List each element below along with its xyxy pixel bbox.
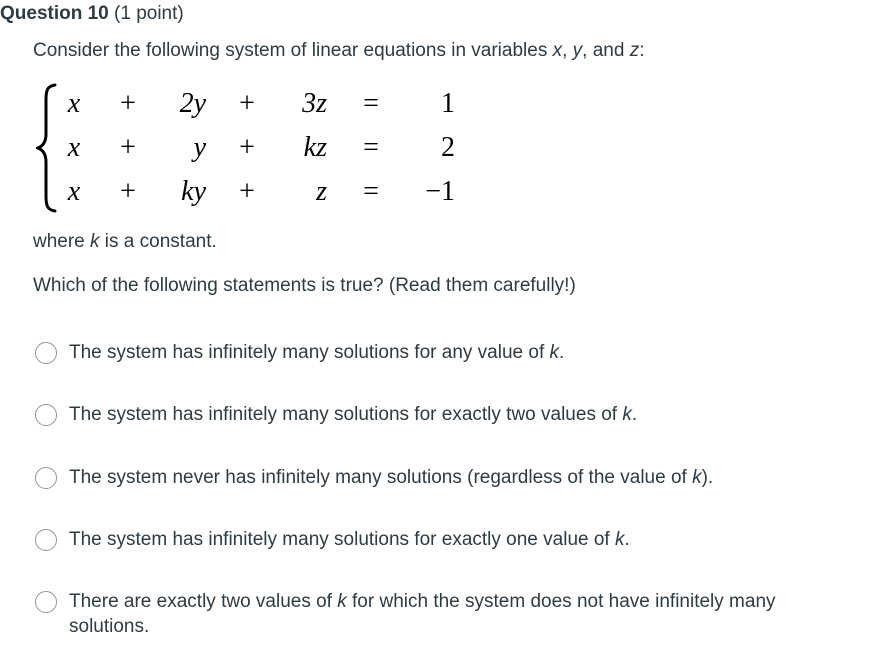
answer-label[interactable]: The system never has infinitely many solutions (regardless of the value of k). bbox=[69, 467, 714, 488]
equation-system bbox=[36, 82, 476, 214]
constant-note bbox=[33, 229, 217, 255]
question-points: (1 point) bbox=[114, 3, 184, 24]
eq-operator: + bbox=[120, 176, 136, 207]
eq-rhs: 1 bbox=[441, 88, 455, 119]
eq-term: 2y bbox=[179, 88, 206, 119]
prompt-sep-2: , and bbox=[582, 40, 630, 61]
eq-operator: + bbox=[120, 88, 136, 119]
eq-rhs: −1 bbox=[425, 176, 455, 207]
eq-operator: + bbox=[120, 132, 136, 163]
question-name: Question 10 bbox=[0, 3, 109, 24]
eq-equals: = bbox=[363, 88, 379, 119]
prompt-var-y: y bbox=[572, 40, 583, 61]
eq-term: kz bbox=[303, 132, 327, 163]
prompt-var-x: x bbox=[552, 40, 563, 61]
radio-button[interactable] bbox=[35, 591, 57, 613]
constant-note-text: where bbox=[33, 231, 91, 252]
prompt-sep-1: , bbox=[562, 40, 573, 61]
eq-operator: + bbox=[239, 132, 255, 163]
answer-label[interactable]: The system has infinitely many solutions for any value of k. bbox=[69, 342, 565, 363]
radio-button[interactable] bbox=[35, 529, 57, 551]
answer-label[interactable]: There are exactly two values of k for which the system does not have infinitely many solutions. bbox=[69, 591, 776, 637]
prompt-text: Consider the following system of linear equations in variables bbox=[33, 40, 553, 61]
eq-term: ky bbox=[181, 176, 206, 207]
eq-term: z bbox=[316, 176, 327, 207]
radio-button[interactable] bbox=[35, 342, 57, 364]
eq-term: x bbox=[67, 132, 81, 163]
answer-option-3[interactable] bbox=[35, 467, 825, 493]
eq-operator: + bbox=[239, 88, 255, 119]
answer-label[interactable]: The system has infinitely many solutions for exactly one value of k. bbox=[69, 529, 630, 550]
prompt-var-z: z bbox=[629, 40, 640, 61]
eq-term: x bbox=[67, 88, 81, 119]
radio-button[interactable] bbox=[35, 404, 57, 426]
question-header bbox=[0, 0, 878, 28]
left-brace bbox=[36, 82, 58, 214]
prompt-end: : bbox=[639, 40, 645, 61]
eq-term: y bbox=[193, 132, 206, 163]
eq-equals: = bbox=[363, 176, 379, 207]
answer-option-5[interactable] bbox=[35, 591, 825, 643]
constant-note-var-k: k bbox=[90, 231, 100, 252]
answer-option-1[interactable] bbox=[35, 342, 825, 368]
question-prompt bbox=[33, 38, 645, 64]
eq-term: 3z bbox=[302, 88, 327, 119]
answer-label[interactable]: The system has infinitely many solutions for exactly two values of k. bbox=[69, 404, 638, 425]
eq-term: x bbox=[67, 176, 81, 207]
answer-option-4[interactable] bbox=[35, 529, 825, 555]
constant-note-text-end: is a constant. bbox=[99, 231, 217, 252]
question-ask: Which of the following statements is true? (Read them carefully!) bbox=[33, 275, 576, 296]
eq-operator: + bbox=[239, 176, 255, 207]
radio-button[interactable] bbox=[35, 467, 57, 489]
eq-equals: = bbox=[363, 132, 379, 163]
answer-option-2[interactable] bbox=[35, 404, 825, 430]
eq-rhs: 2 bbox=[441, 132, 455, 163]
